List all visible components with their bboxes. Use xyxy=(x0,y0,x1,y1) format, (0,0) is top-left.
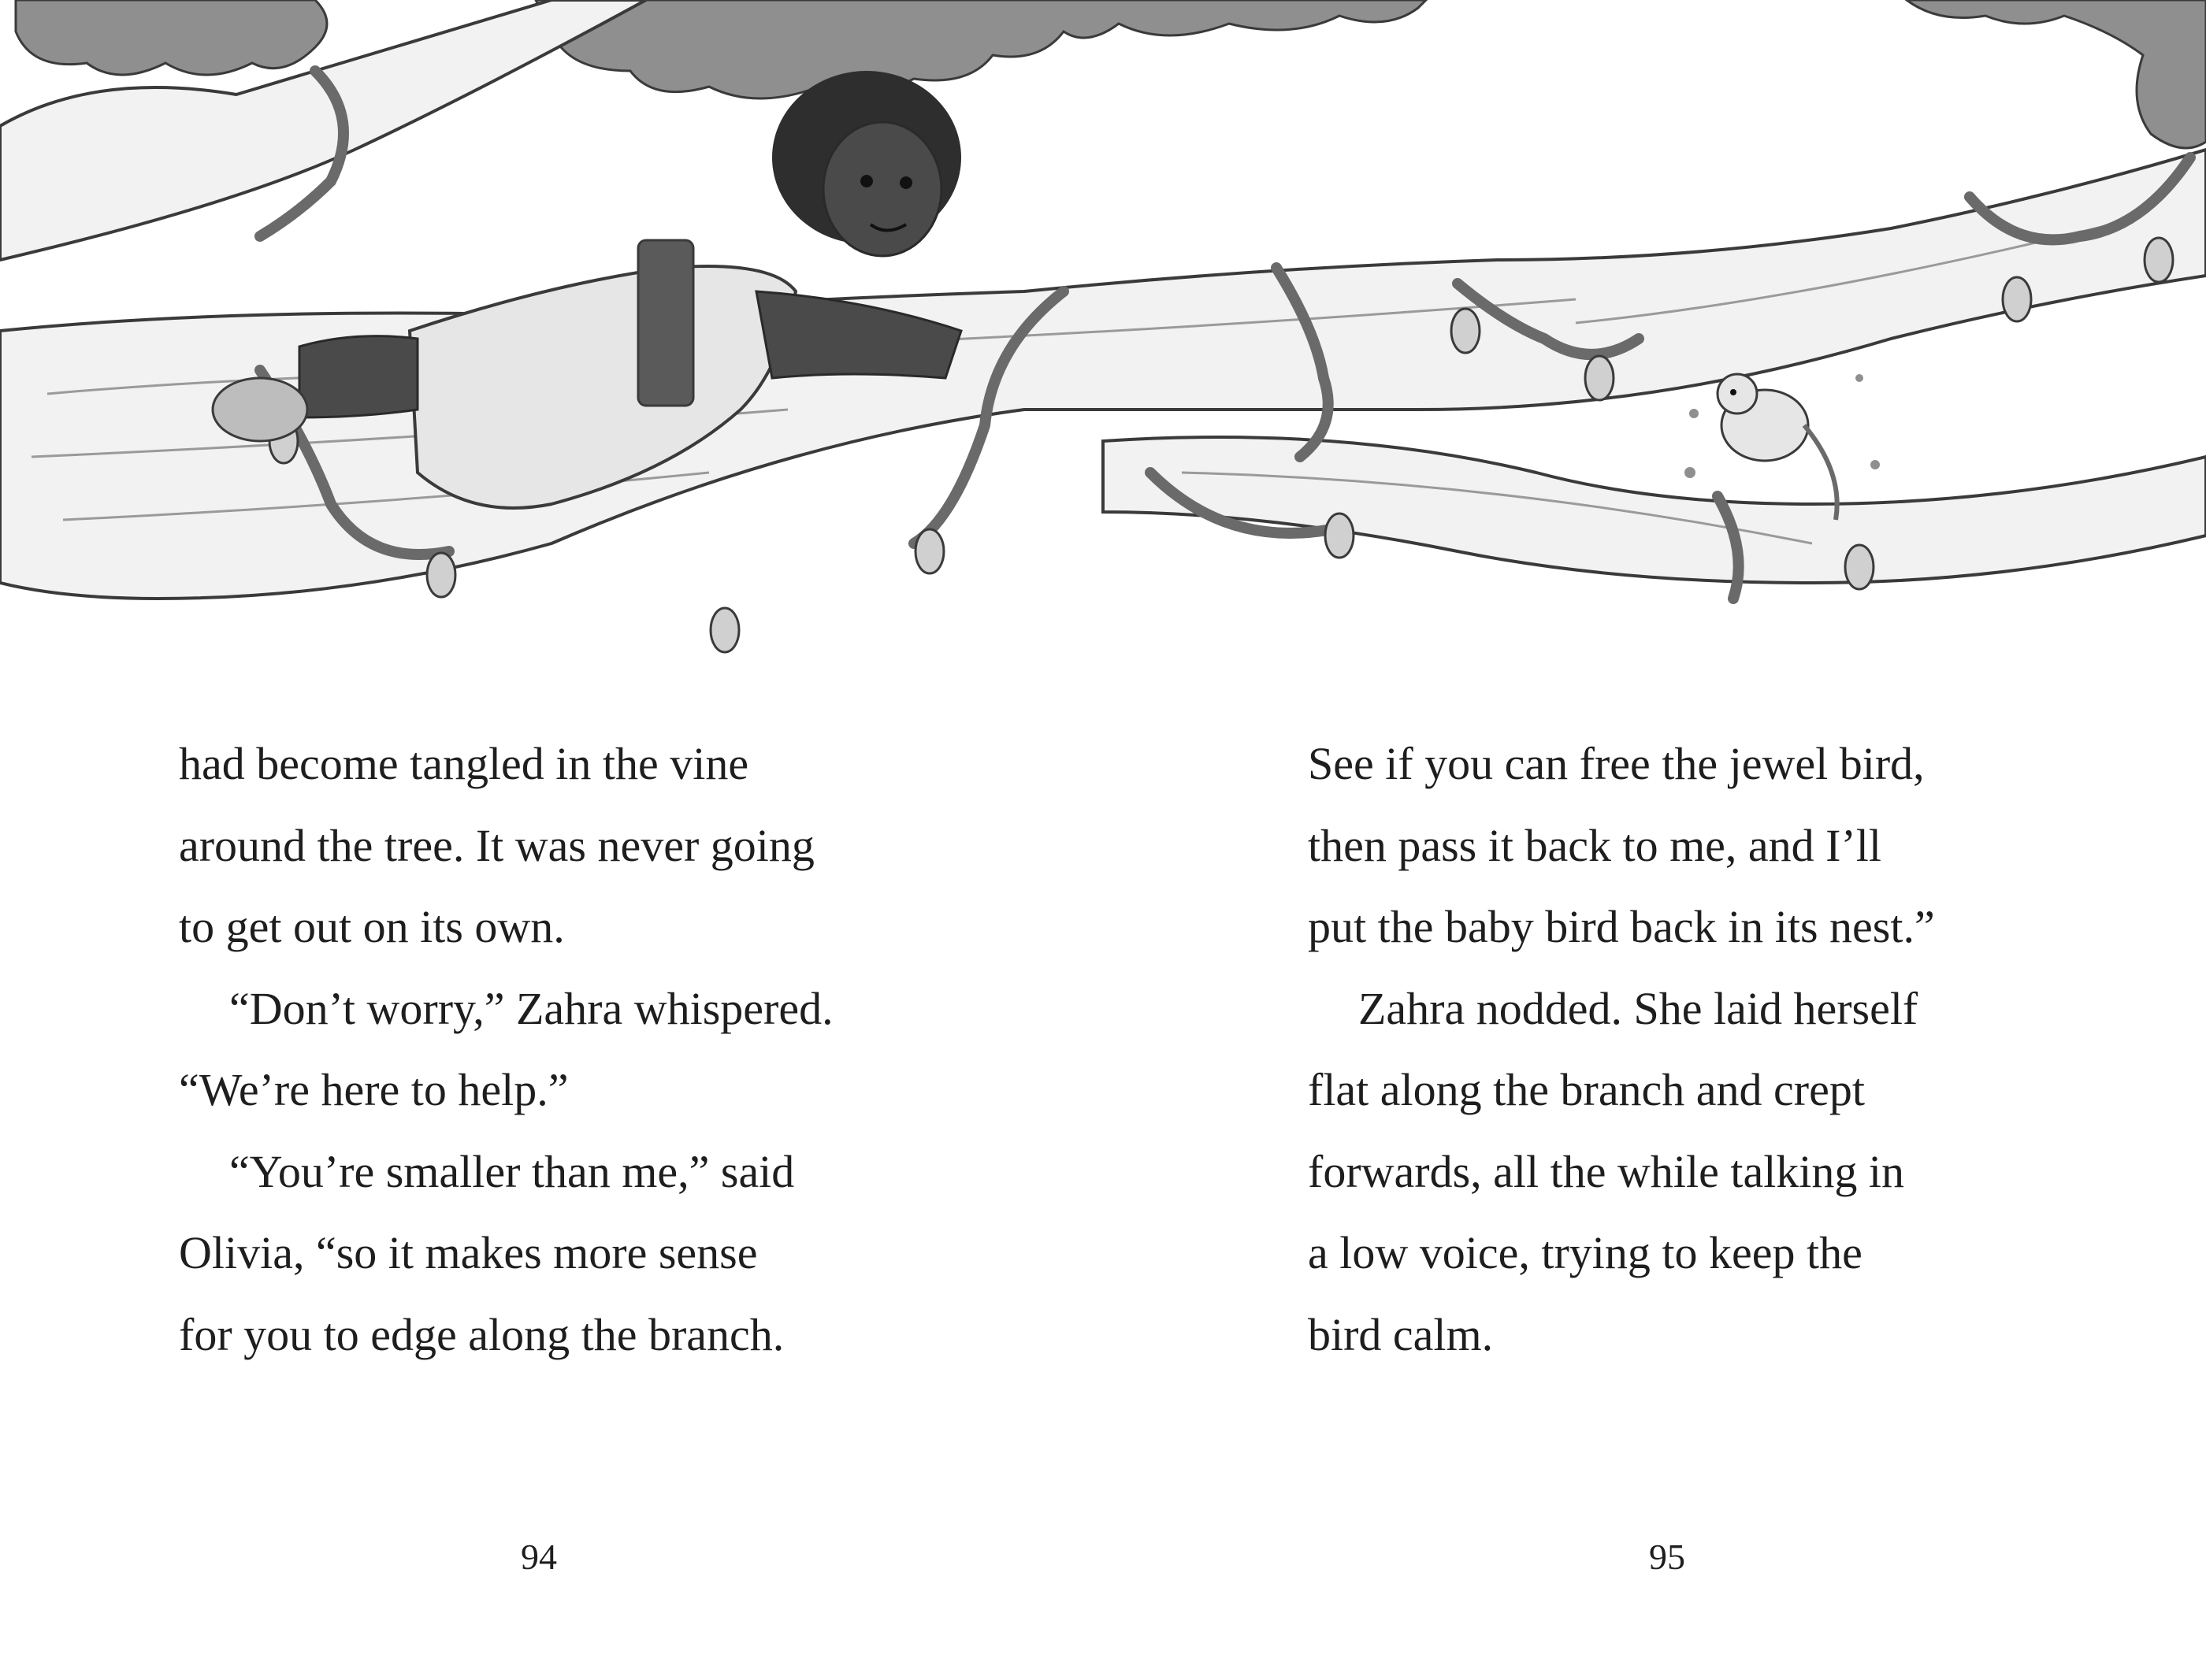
right-page-text xyxy=(1308,723,2135,1375)
text-line: had become tangled in the vine xyxy=(179,738,749,789)
text-line: put the baby bird back in its nest.” xyxy=(1308,901,1935,952)
tree-illustration xyxy=(0,0,2206,662)
text-line: “You’re smaller than me,” said xyxy=(229,1145,795,1197)
text-line: then pass it back to me, and I’ll xyxy=(1308,819,1882,871)
page-number-left: 94 xyxy=(521,1537,557,1577)
text-line: flat along the branch and crept xyxy=(1308,1064,1865,1115)
text-line: “Don’t worry,” Zahra whispered. xyxy=(229,982,834,1034)
text-line: Zahra nodded. She laid herself xyxy=(1358,982,1918,1034)
text-line: to get out on its own. xyxy=(179,901,565,952)
text-line: bird calm. xyxy=(1308,1308,1494,1360)
text-line: See if you can free the jewel bird, xyxy=(1308,738,1925,789)
text-line: for you to edge along the branch. xyxy=(179,1308,785,1360)
left-page-text xyxy=(179,723,1006,1375)
text-line: a low voice, trying to keep the xyxy=(1308,1227,1862,1278)
page-number-right: 95 xyxy=(1649,1537,1685,1577)
text-line: forwards, all the while talking in xyxy=(1308,1145,1905,1197)
text-line: around the tree. It was never going xyxy=(179,819,815,871)
text-line: Olivia, “so it makes more sense xyxy=(179,1227,758,1278)
text-line: “We’re here to help.” xyxy=(179,1064,569,1115)
